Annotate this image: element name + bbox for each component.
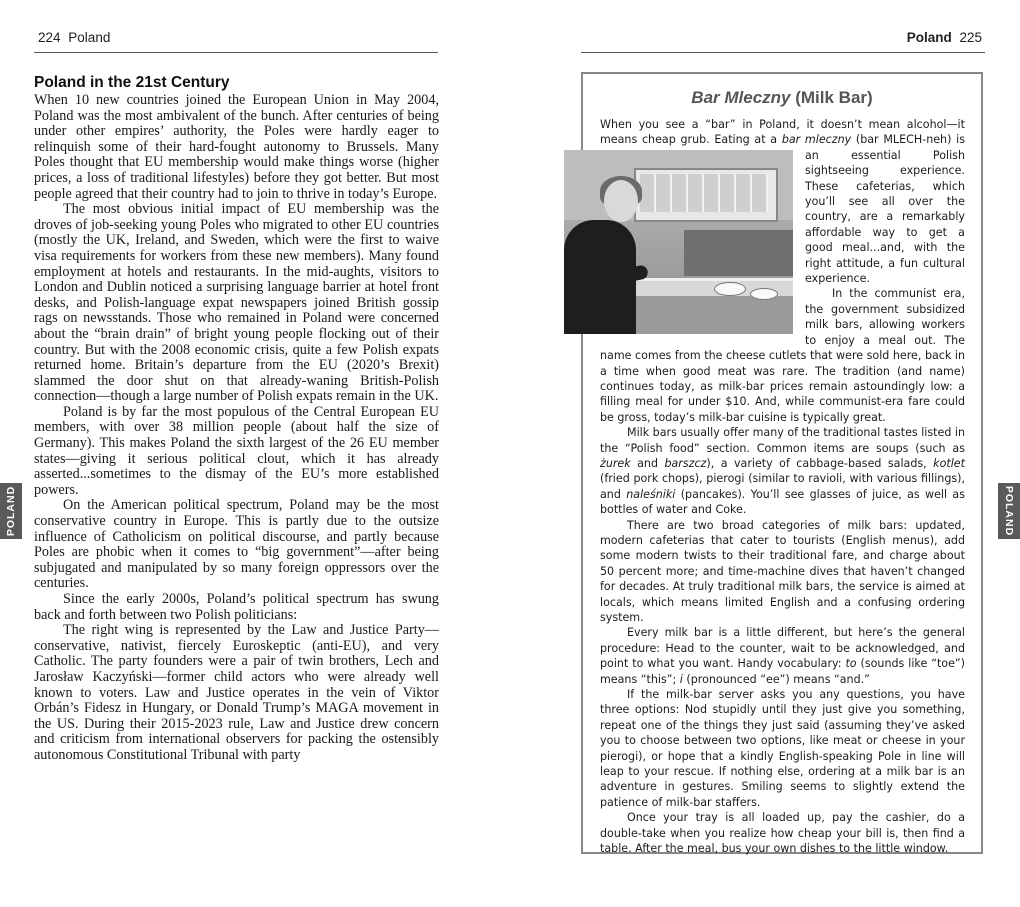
sidebar-body — [583, 117, 981, 857]
text-run: (pronounced “ee”) means “and.” — [682, 672, 870, 686]
sidebar-title-italic: Bar Mleczny — [691, 88, 791, 107]
left-thumb-tab — [0, 483, 22, 539]
body-paragraph: On the American political spectrum, Poland may be the most conservative country in Europe. This is partly due to the outsize influence of Catholicism on political discourse, and partly because Poles are phobic when it comes to “big government”—after being subjugated and manipulated by so many foreign oppressors over the centuries. — [34, 497, 439, 592]
text-run: Every milk bar is a little different, but here’s the general procedure: Head to the counter, wait to be acknowledged, and point to what you want. Handy vocabulary: — [600, 626, 965, 671]
text-run-italic: naleśniki — [626, 487, 676, 501]
text-run: (fried pork chops), pierogi (similar to ravioli, with various fillings), and — [600, 472, 965, 501]
milk-bar-photo — [564, 150, 793, 334]
text-run: (sounds like “toe”) means “this”; — [600, 657, 965, 686]
left-header-rule — [34, 52, 438, 53]
right-header-rule — [581, 52, 985, 53]
body-paragraph: The most obvious initial impact of EU membership was the droves of job-seeking young Poles who migrated to other EU countries (mostly the UK, Ireland, and Sweden, which were the first to waive visa requirements for workers from these new members). Many found employment at hotels and restaurants. In the mid-aughts, visitors to London and Dublin noticed a surprising language barrier at hotel front desks, and Polish-language expat newspapers joined British gossip rags on newsstands. Those who remained in Poland were concerned about the “brain drain” of bright young people flocking out of their country. But with the 2008 economic crisis, quite a few Polish expats returned home. Britain’s departure from the EU (2020’s Brexit) slammed the door shut on that already-waning British-Polish connection—though a large number of Polish expats remain in the UK. — [34, 201, 439, 405]
photo-plate — [714, 282, 746, 296]
text-run: (pancakes). You’ll see glasses of juice, as well as bottles of water and Coke. — [600, 487, 965, 517]
sidebar-paragraph — [600, 117, 965, 286]
body-paragraph: When 10 new countries joined the European Union in May 2004, Poland was the most ambivalent of the bunch. After centuries of being under other empires’ authority, the Poles were hardly eager to relinquish some of their hard-fought autonomy to Brussels. Many Poles thought that EU membership would make things worse (higher prices, a loss of traditional lifestyles) before they got better. But most people agreed that their country had to join to thrive in today’s Europe. — [34, 92, 439, 202]
text-run: (bar MLECH-neh) is an essential Polish sightseeing experience. These cafeterias, which you’ll see all over the country, are a remarkably affordable way to get a good meal...and, with the right attitude, a fun cultural experience. — [805, 133, 965, 286]
right-running-head — [907, 30, 986, 45]
text-run: ), a variety of cabbage-based salads, — [706, 456, 934, 470]
right-page-number: 225 — [959, 30, 982, 45]
text-run-italic: to — [845, 657, 857, 671]
section-heading: Poland in the 21st Century — [34, 74, 230, 91]
sidebar-paragraph: Once your tray is all loaded up, pay the cashier, do a double-take when you realize how cheap your bill is, then find a table. After the meal, bus your own dishes to the little window. — [600, 811, 965, 856]
photo-window-grid — [640, 174, 768, 212]
sidebar-paragraph: If the milk-bar server asks you any questions, you have three options: Nod stupidly until they just give you something, repeat one of the things they just said (assuming they’ve asked you to choose between two options, like meat or cheese in your pierogi), or hope that a kindly English-speaking Pole in line will leap to your rescue. If nothing else, ordering at a milk bar is an adventure in gestures. Smiling seems to slightly extend the patience of milk-bar staffers. — [600, 688, 965, 809]
text-run: and — [630, 456, 665, 470]
photo-person-face — [604, 180, 638, 222]
text-run: When you see a “bar” in Poland, it doesn’t mean alcohol—it means cheap grub. Eating at a — [600, 118, 965, 147]
left-running-head — [34, 30, 110, 45]
left-page-number: 224 — [38, 30, 61, 45]
sidebar-title-rest: (Milk Bar) — [790, 88, 873, 107]
sidebar-paragraph — [600, 625, 965, 687]
body-paragraph: Poland is by far the most populous of the Central European EU members, with over 38 million people (about half the size of Germany). This makes Poland the sixth largest of the 26 EU member states—giving it serious political clout, which it has already asserted...sometimes to the dismay of the EU’s more established powers. — [34, 403, 439, 498]
left-page-body — [34, 74, 439, 764]
left-section-name: Poland — [68, 30, 111, 45]
body-paragraph: The right wing is represented by the Law and Justice Party—conservative, nativist, fiercely Euroskeptic (anti-EU), and very Catholic. The party founders were a pair of twin brothers, Lech and Jarosław Kaczyński—former child actors who were already well known to voters. Law and Justice operates in the vein of Viktor Orbán’s Fidesz in Hungary, or Donald Trump’s MAGA movement in the US. During their 2015-2023 rule, Law and Justice drew concern and criticism from international observers for packing the ostensibly autonomous Constitutional Tribunal with party — [34, 622, 439, 763]
right-thumb-tab-label: POLAND — [1003, 485, 1015, 537]
text-run-italic: kotlet — [933, 456, 965, 470]
text-run-italic: bar mleczny — [781, 133, 852, 147]
text-run-italic: i — [679, 672, 683, 686]
sidebar-paragraph: There are two broad categories of milk bars: updated, modern cafeterias that cater to tourists (English menus), add some modern twists to their traditional fare, and charge about 50 percent more; and time-machine dives that haven’t changed for decades. At truly traditional milk bars, the service is aimed at locals, which means limited English and a confusing ordering system. — [600, 518, 965, 624]
photo-kitchen — [684, 230, 793, 276]
text-run-italic: żurek — [600, 456, 631, 470]
right-thumb-tab — [998, 483, 1020, 539]
body-paragraph: Since the early 2000s, Poland’s political spectrum has swung back and forth between two Polish politicians: — [34, 591, 439, 623]
sidebar-paragraph: In the communist era, the government subsidized milk bars, allowing workers to enjoy a meal out. The name comes from the cheese cutlets that were sold here, back in a time when good meat was rare. The tradition (and name) continues today, as milk-bar prices remain astoundingly low: a filling meal for under $10. And, while communist-era fare could be gross, today’s milk-bar cuisine is typically great. — [600, 287, 965, 424]
text-run: Milk bars usually offer many of the traditional tastes listed in the “Polish food” section. Common items are soups (such as — [600, 426, 966, 455]
left-thumb-tab-label: POLAND — [5, 485, 17, 537]
photo-plate — [750, 288, 778, 300]
sidebar-paragraph — [600, 425, 965, 517]
sidebar-title — [583, 88, 981, 108]
text-run-italic: barszcz — [664, 456, 707, 470]
photo-counter-front — [619, 296, 793, 334]
milk-bar-sidebar — [581, 72, 983, 854]
right-section-name: Poland — [906, 30, 952, 45]
